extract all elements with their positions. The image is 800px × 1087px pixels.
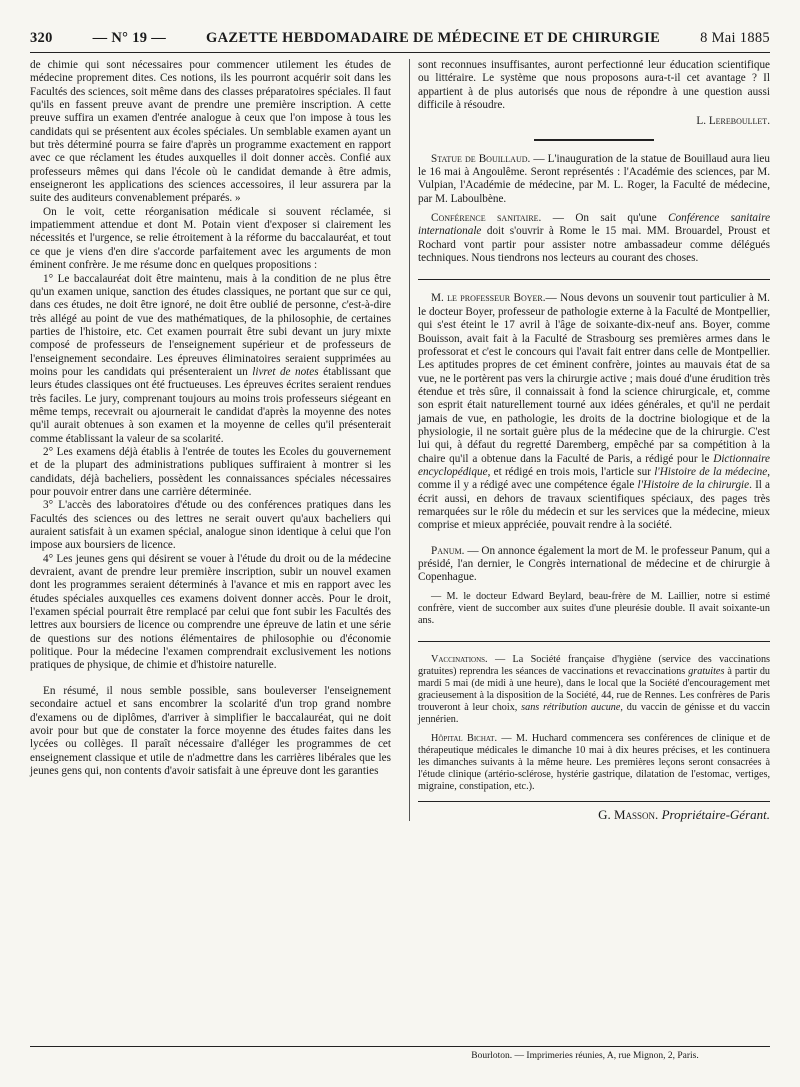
paragraph: de chimie qui sont nécessaires pour commencer utilement les études de médecine proprement dites. Ces notions, ils les pourront acquérir soit dans les Facultés des sciences, soit même dans des classes préparatoires spéciales. Il faut qu'ils en fassent preuve avant de prendre une première inscription. A cette preuve suffira un examen d'entrée analogue à ceux que l'on impose à tous les candidats qui se présentent aux écoles spéciales. Un semblable examen ayant un but très déterminé pourra se faire d'après un programme exactement en rapport avec ce que réclament les études auxquelles il doit donner accès. Confié aux professeurs mêmes qui dans l'école où le candidat demande à être admis, enseigneront les applications des sciences accessoires, il leur assurera par la suite des auditeurs convenablement préparés. » [30,59,391,205]
news-item-statue [418,153,770,206]
italic-term: Conférence sanitaire internationale [418,212,771,238]
news-item-panum [418,545,770,585]
divider [534,139,654,141]
item-text: — La Société française d'hygiène (service des vaccinations gratuites) reprendra les séances de vaccinations et revaccinations [418,653,771,678]
item-text: — Nous devons un souvenir tout particulier à M. le docteur Boyer, professeur de pathologie externe à la Faculté de Montpellier, qui s'est éteint le 17 avril à l'âge de soixante-dix-neuf ans. Boyer, comme Bouisson, avait fait à la Faculté de Strasbourg ses premières armes dans le professorat et c'est le concours qui l'avait fait entrer dans celle de Montpellier. Les aptitudes propres de cet éminent confrère, jointes au mauvais état de sa vue, ne le portèrent pas vers la chirurgie active ; mais doué d'une érudition très étendue et très sûre, il connaissait à fond la science chirurgicale, et, comme son esprit était naturellement tourné aux idées générales, et qu'il ne perdait jamais de vue, en pathologie, les droits de la doctrine biologique et de la physiologie, il ne sortait guère plus de la médecine que de la chirurgie. C'est lui qui, à défaut du regretté Daremberg, empêché par sa compétition à la chaire qu'il a obtenue dans la Faculté de Paris, a rédigé pour le [418,292,770,465]
news-item-bichat [418,733,770,793]
publisher-name: G. Masson. [598,807,659,822]
item-heading: Conférence sanitaire. [431,212,542,225]
proposition-3: 3° L'accès des laboratoires d'étude ou des conférences pratiques dans les Facultés des sciences ou des lettres ne serait ouvert qu'aux bacheliers qui auraient satisfait à un examen spécial, analogue sinon identique à celui que l'on impose aux boursiers de licence. [30,499,391,552]
proposition-2: 2° Les examens déjà établis à l'entrée de toutes les Ecoles du gouvernement et de la plupart des administrations publiques suffiraient à montrer si les candidats, déjà bacheliers, possèdent les connaissances spéciales nécessaires pour pouvoir entrer dans une carrière déterminée. [30,445,391,498]
item-heading: Panum. [431,544,465,557]
proposition-text: 1° Le baccalauréat doit être maintenu, mais à la condition de ne plus être qu'un examen unique, sanction des études classiques, ne portant que sur ce qui, dans ces études, ne doit être ignoré, ne doit être oublié de personne, c'est-à-dire très allégé au point de vue des mathématiques, de la philosophie, de certaines parties de l'histoire, etc. Cet examen pourrait être subi devant un jury mixte composé de professeurs de l'enseignement supérieur et de professeurs de l'enseignement secondaire. Les épreuves éliminatoires seraient supprimées au moins pour les candidats qui présenteraient un [30,272,391,378]
italic-term: l'Histoire de la chirurgie [637,479,750,492]
divider [418,641,770,642]
news-item-vaccinations [418,654,770,727]
printer-text: Bourloton. — Imprimeries réunies, A, rue Mignon, 2, Paris. [471,1051,699,1061]
item-text: — M. Huchard commencera ses conférences de clinique et de thérapeutique médicales le dimanche 10 mai à dix heures précises, et les continuera les dimanches suivants à la même heure. Les premières leçons seront consacrées à l'étude clinique (artério-sclérose, hystérie gastrique, dilatation de l'estomac, vertiges, migraine, constipation, etc.). [418,732,770,792]
item-text: à partir du mardi 5 mai (de midi à une heure), dans le local que la Société d'encouragement met gracieusement à la disposition de la Société, 44, rue de Rennes. Les confrères de Paris trouveront à leur choix, [418,666,771,714]
page-number: 320 [30,30,53,46]
publisher-line [418,801,770,821]
item-heading: M. le professeur Boyer. [431,292,546,305]
item-heading: Hôpital Bichat. [431,732,497,744]
item-text: . Il a écrit aussi, en dehors de travaux scientifiques spéciaux, des pages très remarquées sur le rôle du médecin et sur les services que la médecine, mieux comprise et mieux appréciée, pouvait rendre à la société. [418,479,770,532]
author-signature: L. Lereboullet. [696,115,770,128]
printer-footer [30,1046,770,1061]
journal-title: GAZETTE HEBDOMADAIRE DE MÉDECINE ET DE CHIRURGIE [206,30,661,46]
item-text: — On sait qu'une [552,212,657,225]
italic-term: gratuites [688,666,725,678]
italic-term: livret de notes [252,365,319,378]
left-column [30,59,391,821]
page-header [30,30,770,53]
item-text: doit s'ouvrir à Rome le 15 mai. MM. Brouardel, Proust et Rochard vont partir pour assister notre ambassadeur comme délégués techniques. Nous tiendrons nos lecteurs au courant des choses. [418,225,771,265]
proposition-1 [30,273,391,446]
item-text: du vaccin de génisse et du vaccin jennérien. [418,702,771,726]
news-item-conference [418,212,770,265]
italic-term: l'Histoire de la médecine [654,465,768,478]
newspaper-page [30,30,770,821]
news-item-boyer [418,292,770,532]
paragraph: sont reconnues insuffisantes, auront perfectionné leur éducation scientifique ou littéraire. Le système que nous proposons aura-t-il cet avantage ? Il appartient à de plus autorisés que nous de répondre à une question aussi difficile à résoudre. [418,59,770,112]
italic-term: Dictionnaire encyclopédique [418,452,770,478]
issue-date: 8 Mai 1885 [700,30,770,46]
news-item-beylard: — M. le docteur Edward Beylard, beau-frère de M. Laillier, notre si estimé confrère, vient de succomber aux suites d'une pleurésie double. Il avait soixante-un ans. [418,590,770,626]
item-text: — L'inauguration de la statue de Bouillaud aura lieu le 16 mai à Angoulême. Seront représentés : l'Académie des sciences, par M. Vulpian, l'Académie de médecine, par M. L. Roger, la Faculté de médecine, par M. Laboulbène. [418,152,770,205]
proposition-text: établissant que leurs études classiques ont été fructueuses. Les épreuves écrites seraient rendues très faciles. Le jury, comprenant toujours au moins trois professeurs siégeant en même temps, recevrait ou ajournerait le candidat d'après la moyenne des notes qu'il aurait obtenues à son examen et la moyenne de celles qu'il présenterait comme établissant la valeur de sa scolarité. [30,365,391,445]
issue-number: — N° 19 — [92,30,167,46]
paragraph: On le voit, cette réorganisation médicale si souvent réclamée, si impatiemment attendue et dont M. Potain vient d'exposer si clairement les nécessités et l'urgence, se relie étroitement à la réforme du baccalauréat, et tout ce que je viens d'en dire s'accorde parfaitement avec les arguments de mon éminent confrère. Je me résume donc en quelques propositions : [30,205,391,272]
item-text: , et rédigé en trois mois, l'article sur [487,465,651,478]
right-column [409,59,770,821]
paragraph: En résumé, il nous semble possible, sans bouleverser l'enseignement secondaire actuel et sans encombrer la scolarité d'un trop grand nombre d'examens ou de diplômes, d'arriver à simplifier le baccalauréat, qui ne doit avoir pour but que de constater la force moyenne des études faites dans les lycées ou collèges. Il paraît nécessaire d'alléger les programmes de cet enseignement classique et utile de n'admettre dans les carrières libérales que les jeunes gens qui, non contents d'avoir satisfait à une épreuve dont les garanties [30,684,391,777]
divider [418,279,770,280]
item-heading: Statue de Bouillaud. [431,152,531,165]
proposition-4: 4° Les jeunes gens qui désirent se vouer à l'étude du droit ou de la médecine devraient, avant de prendre leur première inscription, subir un nouvel examen dont les programmes seraient déterminés à l'avance et mis en rapport avec les études spéciales auxquelles ces examens doivent donner accès. Pour le droit, l'examen spécial pourrait être remplacé par celui que font subir les Facultés des lettres aux boursiers de licence ou comprendre une épreuve de latin et une série de questions sur des notions élémentaires de philosophie ou d'économie politique. Pour la médecine l'examen comprendrait exclusivement les notions pratiques de physique, de chimie et d'histoire naturelle. [30,552,391,672]
italic-term: sans rétribution aucune, [521,702,623,714]
text-columns [30,59,770,821]
item-text: — On annonce également la mort de M. le professeur Panum, qui a présidé, l'an dernier, le Congrès international de médecine et de chirurgie à Copenhague. [418,544,770,584]
item-text: , comme il y a rédigé avec une compétence égale [418,465,770,492]
item-heading: Vaccinations. [431,653,488,665]
publisher-title: Propriétaire-Gérant. [661,807,770,822]
